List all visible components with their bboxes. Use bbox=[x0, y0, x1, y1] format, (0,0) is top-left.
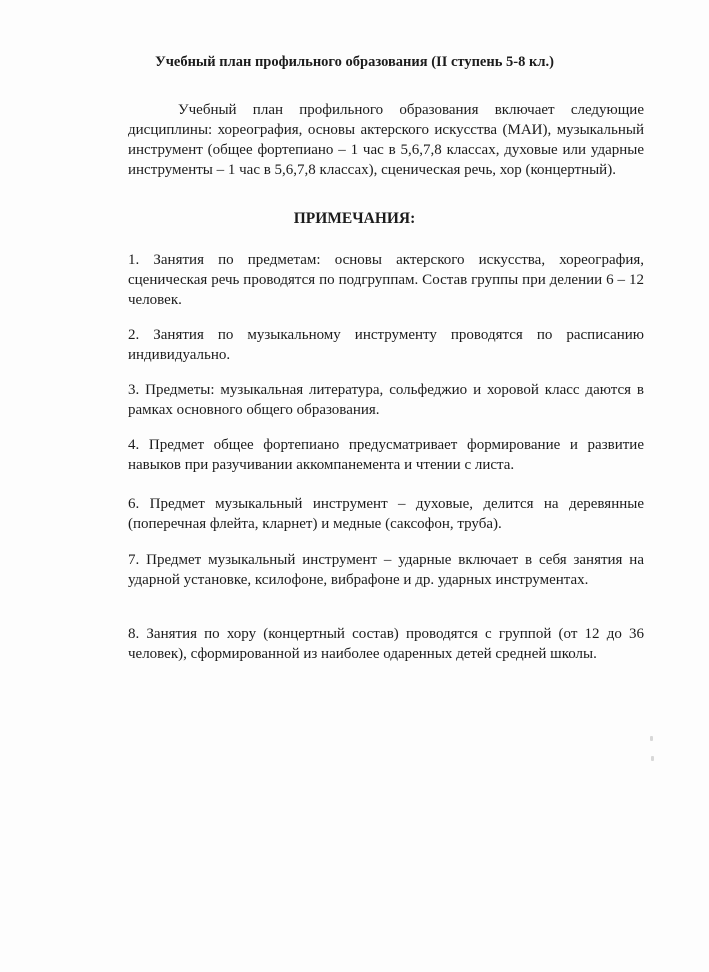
scan-speck bbox=[651, 756, 654, 761]
notes-heading: ПРИМЕЧАНИЯ: bbox=[293, 210, 416, 227]
note-item-1: 1. Занятия по предметам: основы актерского искусства, хореография, сценическая речь проводятся по подгруппам. Состав группы при делении 6 – 12 человек. bbox=[128, 252, 644, 308]
document-title: Учебный план профильного образования (II ступень 5-8 кл.) bbox=[155, 54, 554, 70]
intro-paragraph: Учебный план профильного образования включает следующие дисциплины: хореография, основы актерского искусства (МАИ), музыкальный инструмент (общее фортепиано – 1 час в 5,6,7,8 классах, духовые или ударные инструменты – 1 час в 5,6,7,8 классах), сценическая речь, хор (концертный). bbox=[128, 102, 644, 178]
note-item-7: 7. Предмет музыкальный инструмент – ударные включает в себя занятия на ударной установке, ксилофоне, вибрафоне и др. ударных инструментах. bbox=[128, 552, 644, 588]
note-item-2: 2. Занятия по музыкальному инструменту проводятся по расписанию индивидуально. bbox=[128, 327, 644, 363]
scan-speck bbox=[650, 736, 653, 741]
note-item-4: 4. Предмет общее фортепиано предусматривает формирование и развитие навыков при разучивании аккомпанемента и чтении с листа. bbox=[128, 437, 644, 473]
note-item-8: 8. Занятия по хору (концертный состав) проводятся с группой (от 12 до 36 человек), сформированной из наиболее одаренных детей средней школы. bbox=[128, 626, 644, 662]
note-item-3: 3. Предметы: музыкальная литература, сольфеджио и хоровой класс даются в рамках основного общего образования. bbox=[128, 382, 644, 418]
note-item-6: 6. Предмет музыкальный инструмент – духовые, делится на деревянные (поперечная флейта, кларнет) и медные (саксофон, труба). bbox=[128, 496, 644, 532]
